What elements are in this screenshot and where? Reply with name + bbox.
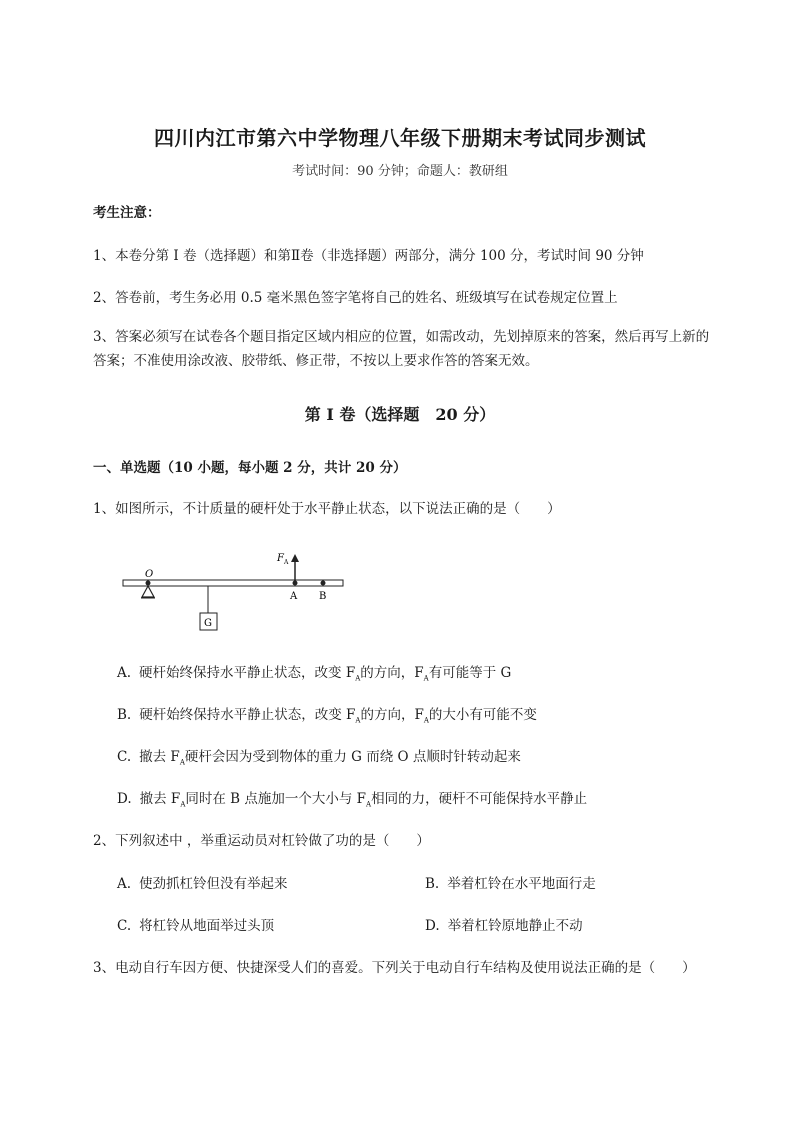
option-b[interactable]: B. 举着杠铃在水平地面行走	[425, 876, 596, 892]
notice-item: 3、答案必须写在试卷各个题目指定区域内相应的位置，如需改动，先划掉原来的答案，然后再写上新的答案；不准使用涂改液、胶带纸、修正带，不按以上要求作答的答案无效。	[93, 329, 710, 369]
label-g: G	[204, 618, 212, 629]
question-stem: 3、电动自行车因方便、快捷深受人们的喜爱。下列关于电动自行车结构及使用说法正确的是（ ）	[93, 960, 696, 976]
notice-heading: 考生注意：	[93, 205, 161, 221]
option-c[interactable]: C. 撤去 $F_A$硬杆会因为受到物体的重力 G 而绕 O 点顺时针转动起来	[117, 749, 521, 767]
option-label: C.	[117, 749, 132, 765]
question-stem: 2、下列叙述中 ，举重运动员对杠铃做了功的是（ ）	[93, 833, 430, 849]
option-a[interactable]: A. 硬杆始终保持水平静止状态，改变 $F_A$的方向，$F_A$有可能等于 G	[117, 665, 512, 683]
lever-rod	[123, 580, 343, 586]
point-b	[321, 581, 326, 586]
option-a[interactable]: A. 使劲抓杠铃但没有举起来	[117, 876, 288, 892]
fulcrum-triangle	[142, 586, 154, 597]
section-title: 第 I 卷（选择题 20 分）	[304, 405, 496, 424]
notice-item: 1、本卷分第 I 卷（选择题）和第Ⅱ卷（非选择题）两部分，满分 100 分，考试时间 90 分钟	[93, 248, 644, 264]
force-arrowhead	[291, 554, 299, 562]
option-d[interactable]: D. 举着杠铃原地静止不动	[425, 918, 583, 934]
option-c[interactable]: C. 将杠铃从地面举过头顶	[117, 918, 275, 934]
option-label: D.	[117, 791, 132, 807]
notice-item: 2、答卷前，考生务必用 0.5 毫米黑色签字笔将自己的姓名、班级填写在试卷规定位置上	[93, 290, 618, 306]
page-title: 四川内江市第六中学物理八年级下册期末考试同步测试	[154, 126, 646, 150]
lever-figure	[115, 545, 355, 640]
label-b: B	[319, 591, 327, 602]
point-a	[293, 581, 298, 586]
label-o: O	[145, 569, 154, 580]
question-stem: 1、如图所示，不计质量的硬杆处于水平静止状态，以下说法正确的是（ ）	[93, 501, 561, 517]
label-force: F	[277, 553, 284, 564]
option-label: A.	[117, 665, 132, 681]
option-label: B.	[117, 707, 132, 723]
label-force-subscript: A	[284, 559, 289, 566]
option-b[interactable]: B. 硬杆始终保持水平静止状态，改变 $F_A$的方向，$F_A$的大小有可能不变	[117, 707, 537, 725]
exam-subtitle: 考试时间：90 分钟；命题人：教研组	[292, 164, 508, 179]
part-heading: 一、单选题（10 小题，每小题 2 分，共计 20 分）	[93, 460, 407, 476]
label-a: A	[290, 591, 298, 602]
option-d[interactable]: D. 撤去 $F_A$同时在 B 点施加一个大小与 $F_A$相同的力，硬杆不可能保持水平静止	[117, 791, 588, 809]
